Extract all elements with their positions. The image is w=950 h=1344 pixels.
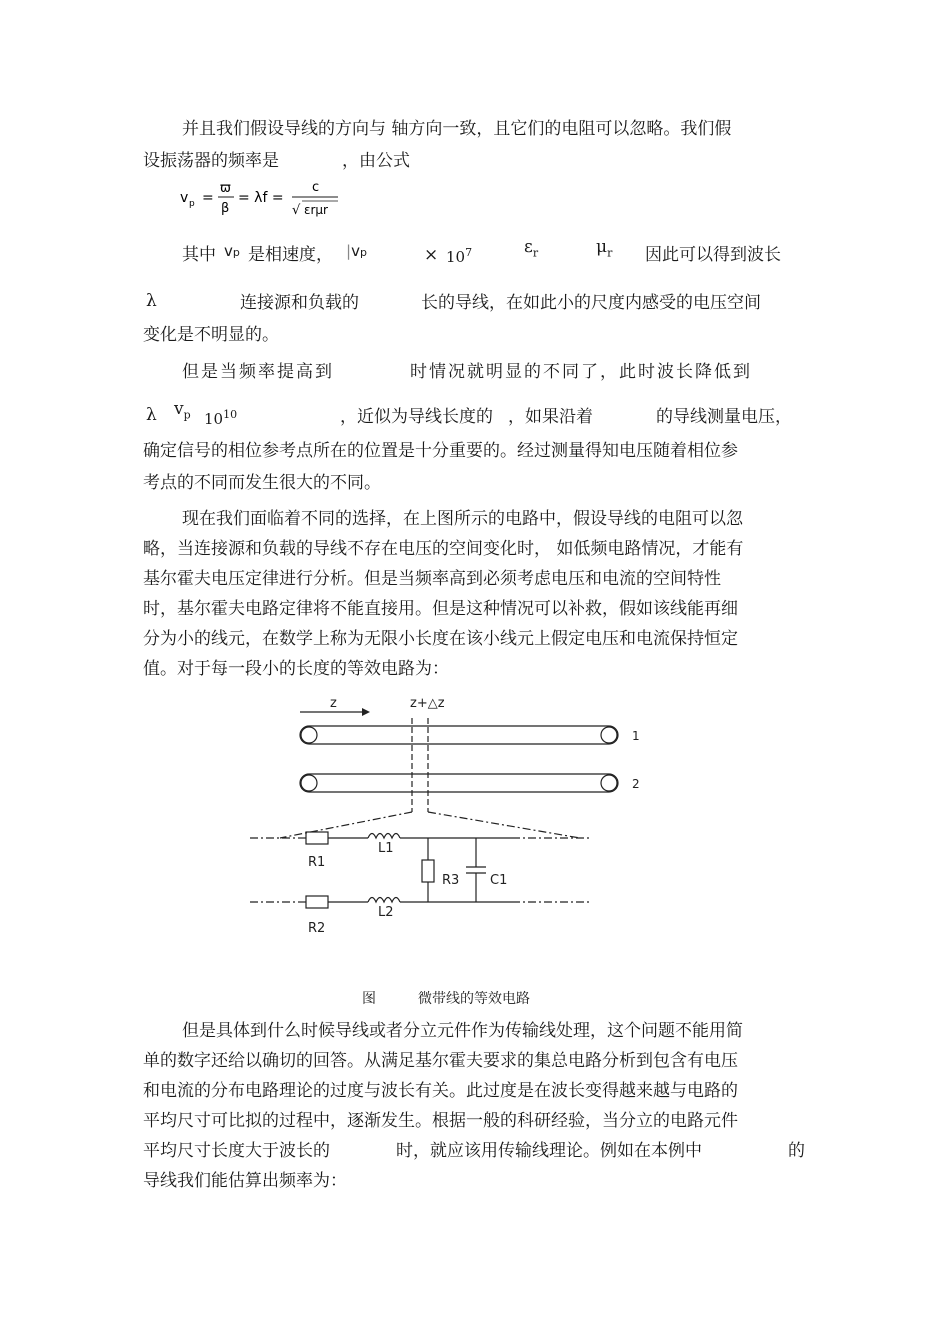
figure-label: 图 xyxy=(362,991,376,1007)
formula-beta: β xyxy=(221,201,230,216)
conductor-2-left-end xyxy=(301,775,317,791)
para3-c: 变化是不明显的。 xyxy=(143,325,279,345)
para7-line5c: 的 xyxy=(788,1141,805,1161)
vp-symbol-1: vp xyxy=(224,242,240,260)
para2-b: 是相速度， xyxy=(248,245,333,265)
z-label: z xyxy=(330,696,337,711)
mu-r: $\mu_r$ xyxy=(596,237,613,260)
label-L2: L2 xyxy=(378,905,394,920)
para7-line2: 单的数字还给以确切的回答。从满足基尔霍夫要求的集总电路分析到包含有电压 xyxy=(143,1051,738,1071)
para6-line5: 分为小的线元，在数学上称为无限小长度在该小线元上假定电压和电流保持恒定 xyxy=(143,629,738,649)
para2-times: × xyxy=(424,245,439,265)
expand-left xyxy=(280,812,412,838)
formula-lhs-sub: p xyxy=(189,199,195,209)
microstrip-equivalent-circuit-diagram xyxy=(250,690,640,940)
z-arrow-head xyxy=(362,708,370,716)
para5-b: ，如果沿着 xyxy=(508,407,593,427)
formula-eps-mu: εrμr xyxy=(304,203,328,217)
para5-c: 的导线测量电压， xyxy=(656,407,792,427)
formula-lhs: v xyxy=(180,190,189,206)
phase-velocity-formula xyxy=(180,176,350,220)
conductor-1-left-end xyxy=(301,727,317,743)
para3-b: 长的导线，在如此小的尺度内感受的电压空间 xyxy=(421,293,761,313)
para7-line5b: 时，就应该用传输线理论。例如在本例中 xyxy=(396,1141,702,1161)
label-L1: L1 xyxy=(378,841,394,856)
para5-a: ，近似为导线长度的 xyxy=(340,407,493,427)
para1-line2: 设振荡器的频率是 xyxy=(143,151,279,171)
formula-omega: ϖ xyxy=(220,181,231,196)
para5-d: 确定信号的相位参考点所在的位置是十分重要的。经过测量得知电压随着相位参 xyxy=(143,441,738,461)
resistor-R3 xyxy=(422,860,434,882)
label-C1: C1 xyxy=(490,873,508,888)
para7-line5a: 平均尺寸长度大于波长的 xyxy=(143,1141,330,1161)
formula-eq: = xyxy=(202,190,214,206)
para4-b: 时情况就明显的不同了，此时波长降低到 xyxy=(410,362,752,382)
inductor-L1 xyxy=(368,834,400,839)
ten-power-10: $10^{10}$ xyxy=(204,408,238,428)
vp-symbol-2: |vp xyxy=(346,242,367,260)
formula-sqrt: √ xyxy=(292,203,301,218)
para5-e: 考点的不同而发生很大的不同。 xyxy=(143,473,381,493)
vp-symbol-3: $v_p$ xyxy=(174,399,191,422)
para7-line6: 导线我们能估算出频率为： xyxy=(143,1171,347,1191)
z-delta-label: z+△z xyxy=(410,696,445,711)
formula-c: c xyxy=(312,180,320,195)
para6-line4: 时，基尔霍夫电路定律将不能直接用。但是这种情况可以补救，假如该线能再细 xyxy=(143,599,738,619)
para2-a: 其中 xyxy=(182,245,216,265)
line-1-label: 1 xyxy=(632,729,640,743)
para2-d: 因此可以得到波长 xyxy=(645,245,781,265)
epsilon-r: $\varepsilon_r$ xyxy=(524,237,539,260)
para7-line4: 平均尺寸可比拟的过程中，逐渐发生。根据一般的科研经验，当分立的电路元件 xyxy=(143,1111,738,1131)
para7-line1: 但是具体到什么时候导线或者分立元件作为传输线处理，这个问题不能用简 xyxy=(182,1021,743,1041)
line-2-label: 2 xyxy=(632,777,640,791)
inductor-L2 xyxy=(368,898,400,903)
figure-caption: 微带线的等效电路 xyxy=(418,991,530,1007)
para6-line1: 现在我们面临着不同的选择，在上图所示的电路中，假设导线的电阻可以忽 xyxy=(182,509,743,529)
ten-power-7: $10^7$ xyxy=(446,246,473,266)
para6-line3: 基尔霍夫电压定律进行分析。但是当频率高到必须考虑电压和电流的空间特性 xyxy=(143,569,721,589)
conductor-1 xyxy=(300,726,618,744)
conductor-2 xyxy=(300,774,618,792)
para1-line1: 并且我们假设导线的方向与 轴方向一致，且它们的电阻可以忽略。我们假 xyxy=(182,119,732,139)
para6-line6: 值。对于每一段小的长度的等效电路为： xyxy=(143,659,449,679)
lambda-symbol-2: λ xyxy=(146,405,157,425)
para3-a: 连接源和负载的 xyxy=(240,293,359,313)
para4-a: 但是当频率提高到 xyxy=(182,362,334,382)
label-R1: R1 xyxy=(308,855,326,870)
conductor-1-right-end xyxy=(601,727,617,743)
expand-right xyxy=(428,812,580,838)
lambda-symbol-1: λ xyxy=(146,291,157,311)
para7-line3: 和电流的分布电路理论的过度与波长有关。此过度是在波长变得越来越与电路的 xyxy=(143,1081,738,1101)
label-R3: R3 xyxy=(442,873,460,888)
conductor-2-right-end xyxy=(601,775,617,791)
para1-line2b: ，由公式 xyxy=(342,151,410,171)
resistor-R2 xyxy=(306,896,328,908)
resistor-R1 xyxy=(306,832,328,844)
para6-line2: 略，当连接源和负载的导线不存在电压的空间变化时， 如低频电路情况，才能有 xyxy=(143,539,744,559)
formula-lf: = λf = xyxy=(238,190,284,206)
label-R2: R2 xyxy=(308,921,326,936)
